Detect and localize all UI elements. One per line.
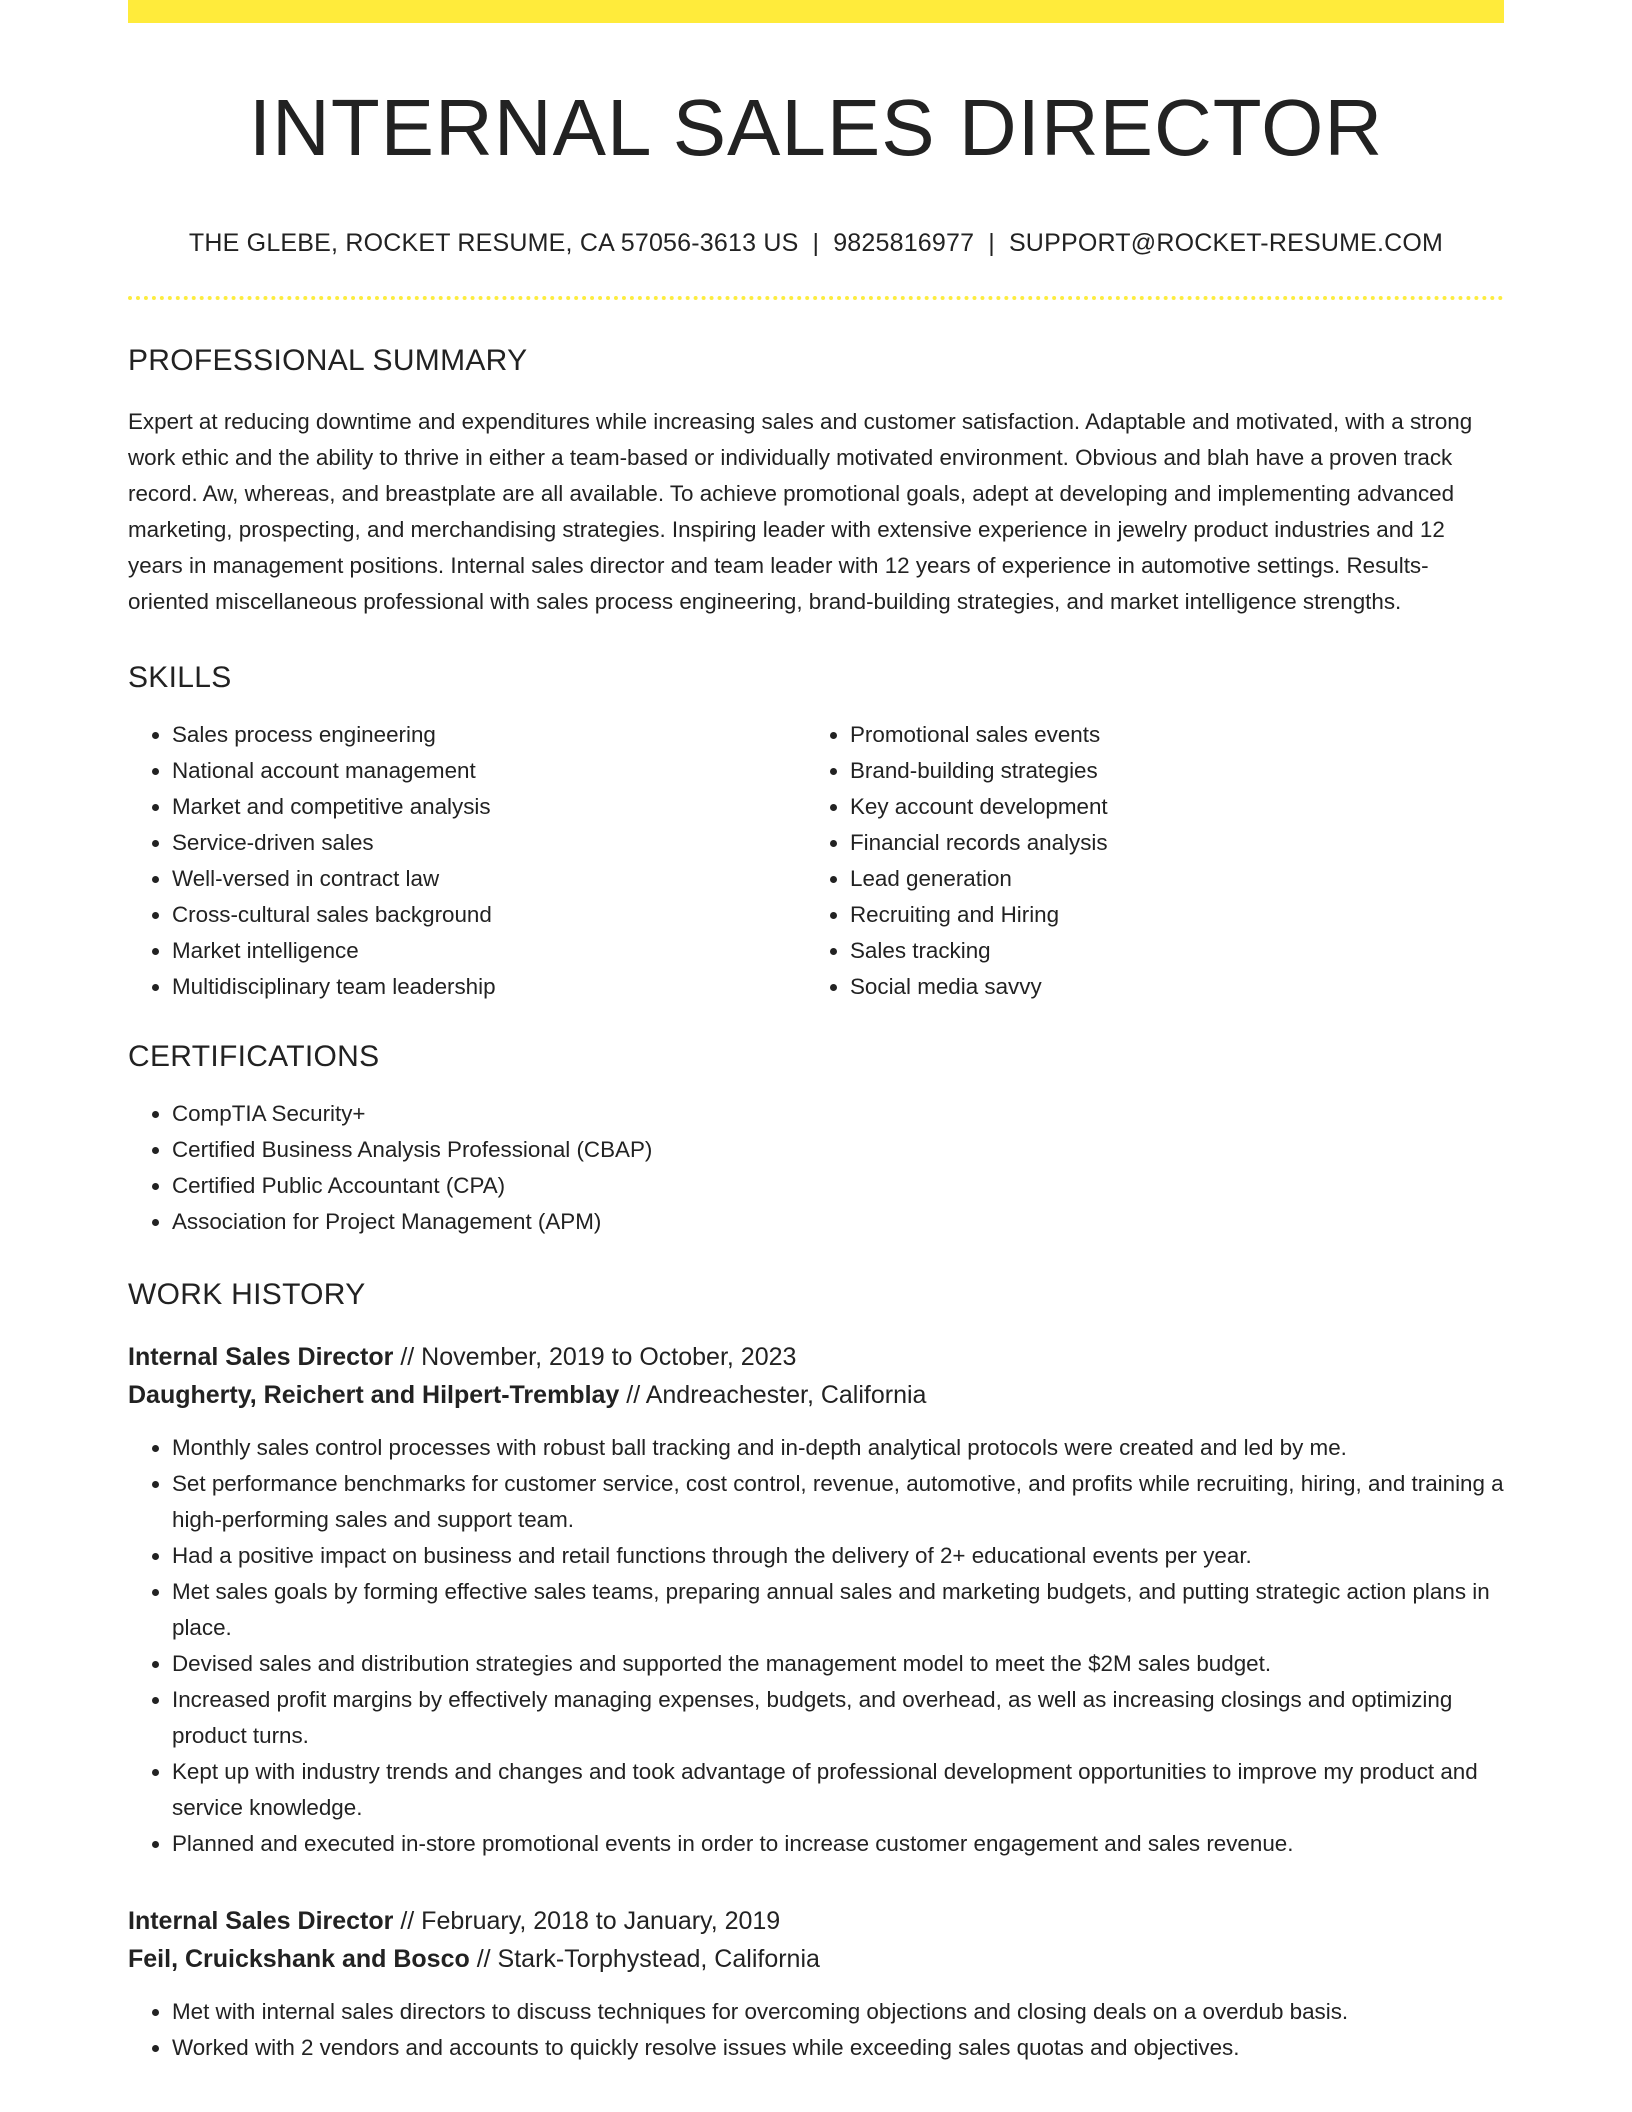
certification-item: • Certified Business Analysis Professional (CBAP) — [172, 1132, 1504, 1168]
skill-item: • Well-versed in contract law — [172, 861, 806, 897]
phone: 9825816977 — [833, 229, 975, 257]
job-title: Internal Sales Director — [128, 1343, 394, 1371]
certification-item: • CompTIA Security+ — [172, 1096, 1504, 1132]
job-title-line — [128, 1902, 1504, 1940]
summary-section — [128, 344, 1504, 620]
job-location: // Stark-Torphystead, California — [469, 1945, 820, 1973]
certification-item: • Certified Public Accountant (CPA) — [172, 1168, 1504, 1204]
job-bullet: • Met sales goals by forming effective sales teams, preparing annual sales and marketing budgets, and putting strategic action plans in place. — [172, 1574, 1504, 1646]
job-company: Daugherty, Reichert and Hilpert-Tremblay — [128, 1381, 620, 1409]
skill-item: • Promotional sales events — [850, 717, 1484, 753]
job-bullet: • Had a positive impact on business and retail functions through the delivery of 2+ educational events per year. — [172, 1538, 1504, 1574]
section-heading: WORK HISTORY — [128, 1278, 366, 1311]
section-heading: PROFESSIONAL SUMMARY — [128, 344, 528, 377]
skills-columns — [128, 717, 1504, 1005]
job-entry — [128, 1338, 1504, 1862]
skill-item: • Multidisciplinary team leadership — [172, 969, 806, 1005]
work-history-section — [128, 1278, 1504, 2066]
job-bullet: • Planned and executed in-store promotional events in order to increase customer engagement and sales revenue. — [172, 1826, 1504, 1862]
certifications-list — [128, 1096, 1504, 1240]
skill-item: • Key account development — [850, 789, 1484, 825]
skill-item: • Recruiting and Hiring — [850, 897, 1484, 933]
section-heading: SKILLS — [128, 661, 232, 694]
header-divider — [128, 296, 1504, 300]
job-entry — [128, 1902, 1504, 2066]
section-heading: CERTIFICATIONS — [128, 1040, 380, 1073]
resume-content — [128, 0, 1504, 2066]
skill-item: • Lead generation — [850, 861, 1484, 897]
job-title: Internal Sales Director — [128, 1907, 394, 1935]
skill-item: • National account management — [172, 753, 806, 789]
contact-separator: | — [988, 229, 995, 257]
contact-line — [128, 229, 1504, 258]
skills-list — [128, 717, 806, 1005]
address: THE GLEBE, ROCKET RESUME, CA 57056-3613 US — [188, 229, 799, 257]
skill-item: • Social media savvy — [850, 969, 1484, 1005]
contact-separator: | — [812, 229, 820, 257]
skills-section — [128, 661, 1504, 1005]
skill-item: • Market and competitive analysis — [172, 789, 806, 825]
job-company-line — [128, 1940, 1504, 1978]
job-title-line — [128, 1338, 1504, 1376]
job-bullet: • Monthly sales control processes with robust ball tracking and in-depth analytical protocols were created and led by me. — [172, 1430, 1504, 1466]
job-bullet: • Set performance benchmarks for customer service, cost control, revenue, automotive, and profits while recruiting, hiring, and training a high-performing sales and support team. — [172, 1466, 1504, 1538]
job-dates: // November, 2019 to October, 2023 — [393, 1343, 797, 1371]
skill-item: • Cross-cultural sales background — [172, 897, 806, 933]
skills-column-right — [806, 717, 1484, 1005]
skill-item: • Market intelligence — [172, 933, 806, 969]
skill-item: • Service-driven sales — [172, 825, 806, 861]
skill-item: • Sales process engineering — [172, 717, 806, 753]
job-bullet: • Kept up with industry trends and changes and took advantage of professional development opportunities to improve my product and service knowledge. — [172, 1754, 1504, 1826]
certifications-section — [128, 1040, 1504, 1240]
job-bullet: • Increased profit margins by effectively managing expenses, budgets, and overhead, as well as increasing closings and optimizing product turns. — [172, 1682, 1504, 1754]
skill-item: • Sales tracking — [850, 933, 1484, 969]
accent-bar — [128, 0, 1504, 23]
job-bullets — [128, 1994, 1504, 2066]
job-bullet: • Met with internal sales directors to discuss techniques for overcoming objections and closing deals on a overdub basis. — [172, 1994, 1504, 2030]
job-company-line — [128, 1376, 1504, 1414]
skills-column-left — [128, 717, 806, 1005]
skill-item: • Brand-building strategies — [850, 753, 1484, 789]
job-bullet: • Worked with 2 vendors and accounts to quickly resolve issues while exceeding sales quotas and objectives. — [172, 2030, 1504, 2066]
email: SUPPORT@ROCKET-RESUME.COM — [1008, 229, 1444, 257]
skill-item: • Financial records analysis — [850, 825, 1484, 861]
summary-text: Expert at reducing downtime and expenditures while increasing sales and customer satisfaction. Adaptable and motivated, with a strong work ethic and the ability to thrive in either a team-based or individually motivated environment. Obvious and blah have a proven track record. Aw, whereas, and breastplate are all available. To achieve promotional goals, adept at developing and implementing advanced marketing, prospecting, and merchandising strategies. Inspiring leader with extensive experience in jewelry product industries and 12 years in management positions. Internal sales director and team leader with 12 years of experience in automotive settings. Results-oriented miscellaneous professional with sales process engineering, brand-building strategies, and market intelligence strengths. — [128, 409, 1473, 614]
job-bullets — [128, 1430, 1504, 1862]
job-dates: // February, 2018 to January, 2019 — [393, 1907, 781, 1935]
job-bullet: • Devised sales and distribution strategies and supported the management model to meet the $2M sales budget. — [172, 1646, 1504, 1682]
resume-name: INTERNAL SALES DIRECTOR — [248, 83, 1384, 172]
job-location: // Andreachester, California — [619, 1381, 927, 1409]
certification-item: • Association for Project Management (APM) — [172, 1204, 1504, 1240]
job-company: Feil, Cruickshank and Bosco — [128, 1945, 470, 1973]
skills-list — [806, 717, 1484, 1005]
